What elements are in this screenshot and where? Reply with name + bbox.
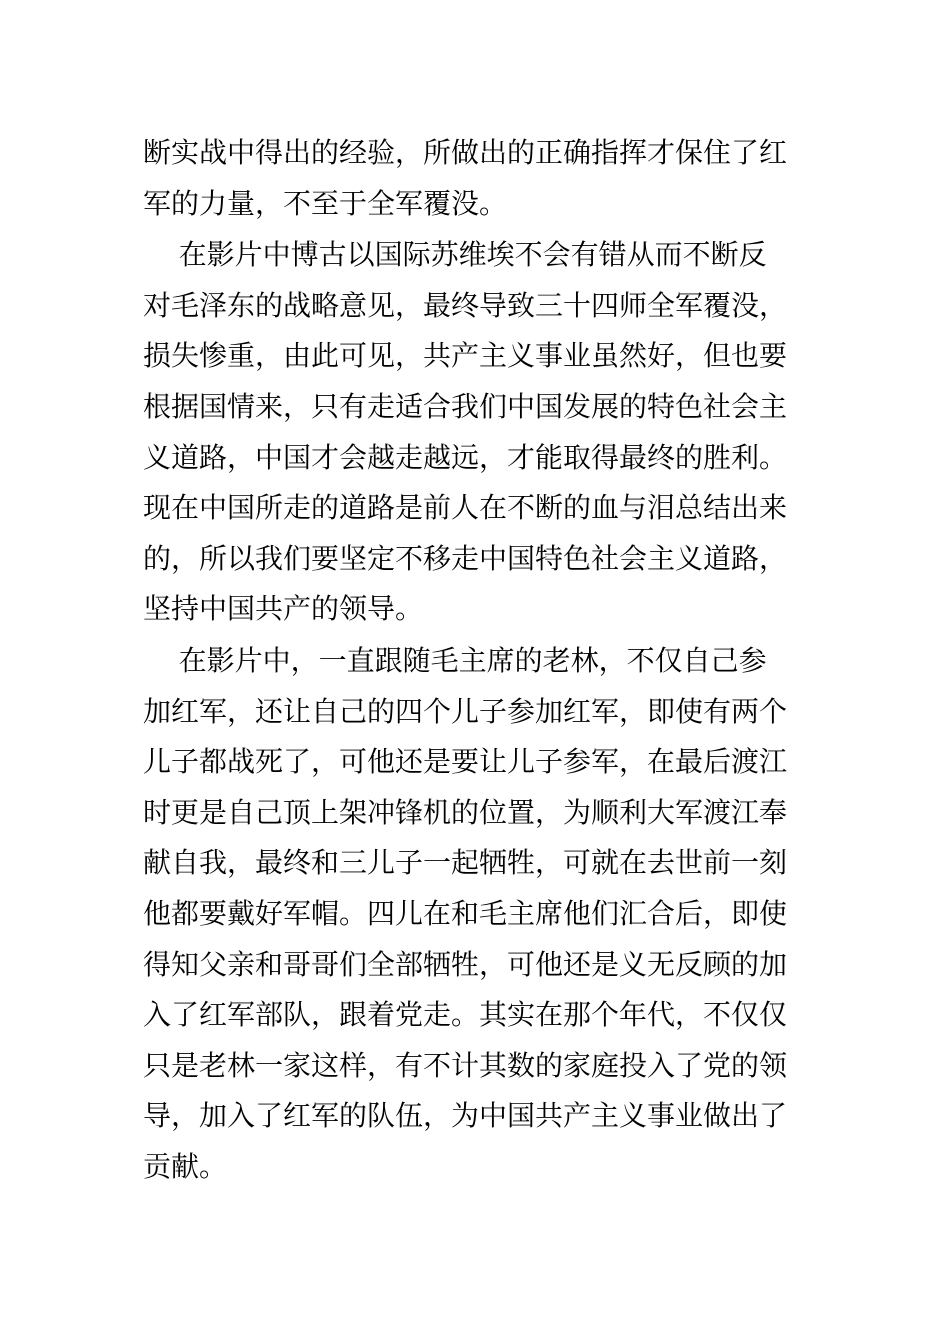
text-line: 现在中国所走的道路是前人在不断的血与泪总结出来 (143, 491, 788, 525)
text-line: 得知父亲和哥哥们全部牺牲，可他还是义无反顾的加 (143, 947, 788, 981)
paragraph (143, 636, 813, 1193)
text-line: 对毛泽东的战略意见，最终导致三十四师全军覆没， (143, 288, 788, 322)
text-line: 导，加入了红军的队伍，为中国共产主义事业做出了 (143, 1099, 788, 1133)
text-line: 他都要戴好军帽。四儿在和毛主席他们汇合后，即使 (143, 896, 788, 930)
text-line: 只是老林一家这样，有不计其数的家庭投入了党的领 (143, 1048, 788, 1082)
text-line: 损失惨重，由此可见，共产主义事业虽然好，但也要 (143, 339, 788, 373)
text-line: 献自我，最终和三儿子一起牺牲，可就在去世前一刻 (143, 846, 788, 880)
paragraph (143, 230, 813, 635)
text-line: 时更是自己顶上架冲锋机的位置，为顺利大军渡江奉 (143, 795, 788, 829)
text-line: 儿子都战死了，可他还是要让儿子参军，在最后渡江 (143, 745, 788, 779)
text-line: 贡献。 (143, 1149, 228, 1183)
text-line: 的，所以我们要坚定不移走中国特色社会主义道路， (143, 541, 788, 575)
text-line: 义道路，中国才会越走越远，才能取得最终的胜利。 (143, 440, 788, 474)
text-line: 军的力量，不至于全军覆没。 (143, 186, 508, 220)
text-line: 断实战中得出的经验，所做出的正确指挥才保住了红 (143, 136, 788, 169)
text-line: 坚持中国共产的领导。 (143, 592, 424, 626)
document-body (143, 128, 813, 1192)
text-line: 入了红军部队，跟着党走。其实在那个年代，不仅仅 (143, 998, 788, 1032)
text-line: 根据国情来，只有走适合我们中国发展的特色社会主 (143, 389, 788, 423)
text-line: 在影片中博古以国际苏维埃不会有错从而不断反 (143, 238, 767, 272)
text-line: 在影片中，一直跟随毛主席的老林，不仅自己参 (143, 643, 767, 677)
paragraph (143, 128, 813, 229)
text-line: 加红军，还让自己的四个儿子参加红军，即使有两个 (143, 694, 788, 728)
